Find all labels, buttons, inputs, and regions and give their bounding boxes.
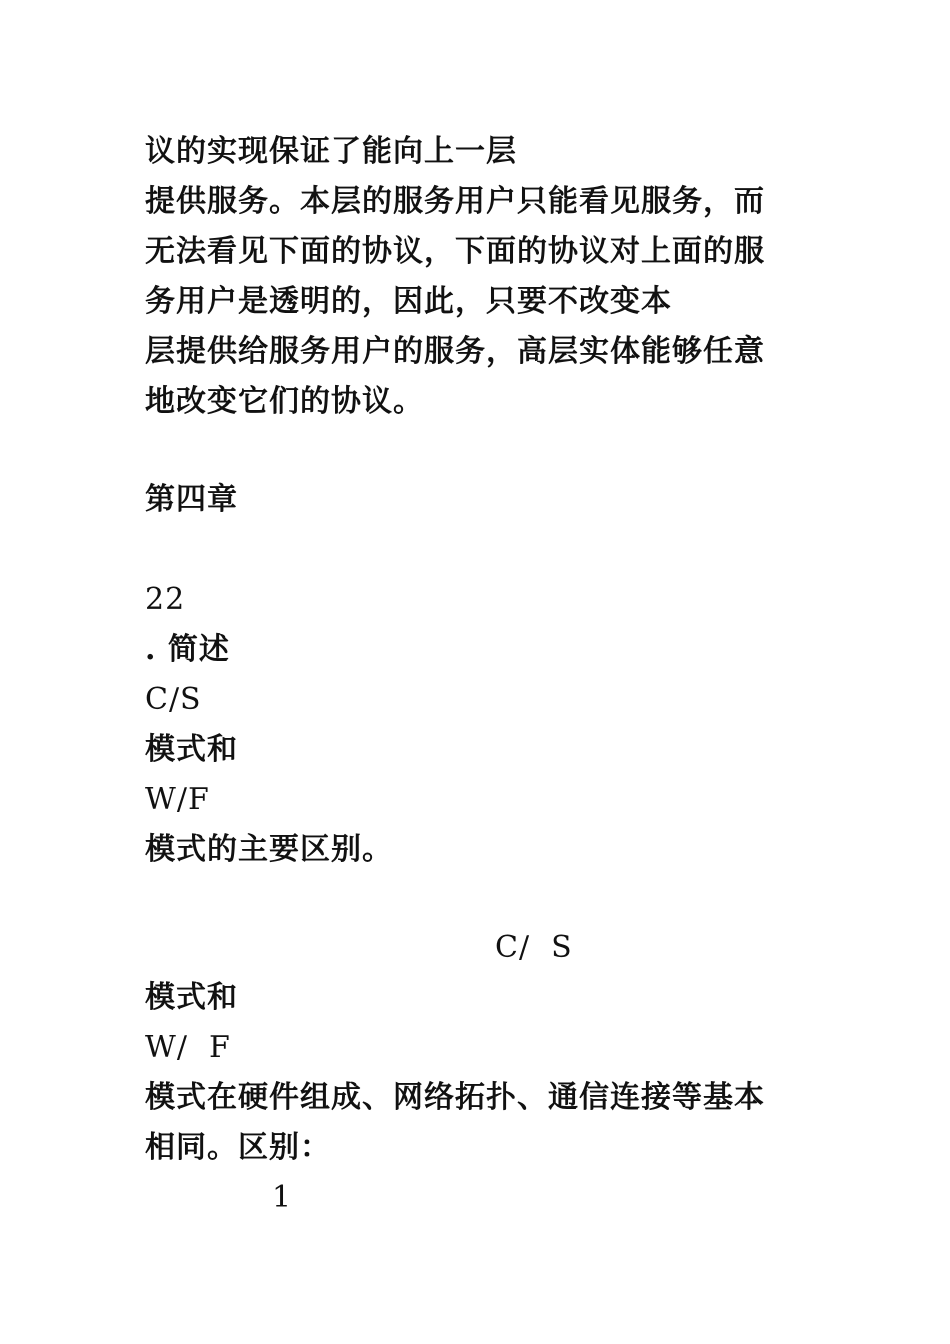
answer-line: C/ S: [495, 930, 573, 965]
paragraph-line: 务用户是透明的，因此，只要不改变本: [145, 284, 672, 319]
paragraph-line: 地改变它们的协议。: [145, 384, 424, 419]
list-number: 1: [272, 1180, 293, 1215]
question-line: W/F: [145, 782, 210, 817]
question-number: 22: [145, 582, 186, 617]
paragraph-line: 层提供给服务用户的服务，高层实体能够任意: [145, 334, 765, 369]
question-line: C/S: [145, 682, 202, 717]
question-line: 模式和: [145, 732, 238, 767]
paragraph-line: 无法看见下面的协议，下面的协议对上面的服: [145, 234, 765, 269]
paragraph-line: 议的实现保证了能向上一层: [145, 134, 517, 169]
answer-line: 模式在硬件组成、网络拓扑、通信连接等基本: [145, 1080, 765, 1115]
answer-line: 相同。区别：: [145, 1130, 331, 1165]
question-line: . 简述: [145, 632, 230, 667]
paragraph-line: 提供服务。本层的服务用户只能看见服务，而: [145, 184, 765, 219]
answer-line: W/ F: [145, 1030, 231, 1065]
question-line: 模式的主要区别。: [145, 832, 393, 867]
answer-line: 模式和: [145, 980, 238, 1015]
chapter-heading: 第四章: [145, 482, 238, 517]
